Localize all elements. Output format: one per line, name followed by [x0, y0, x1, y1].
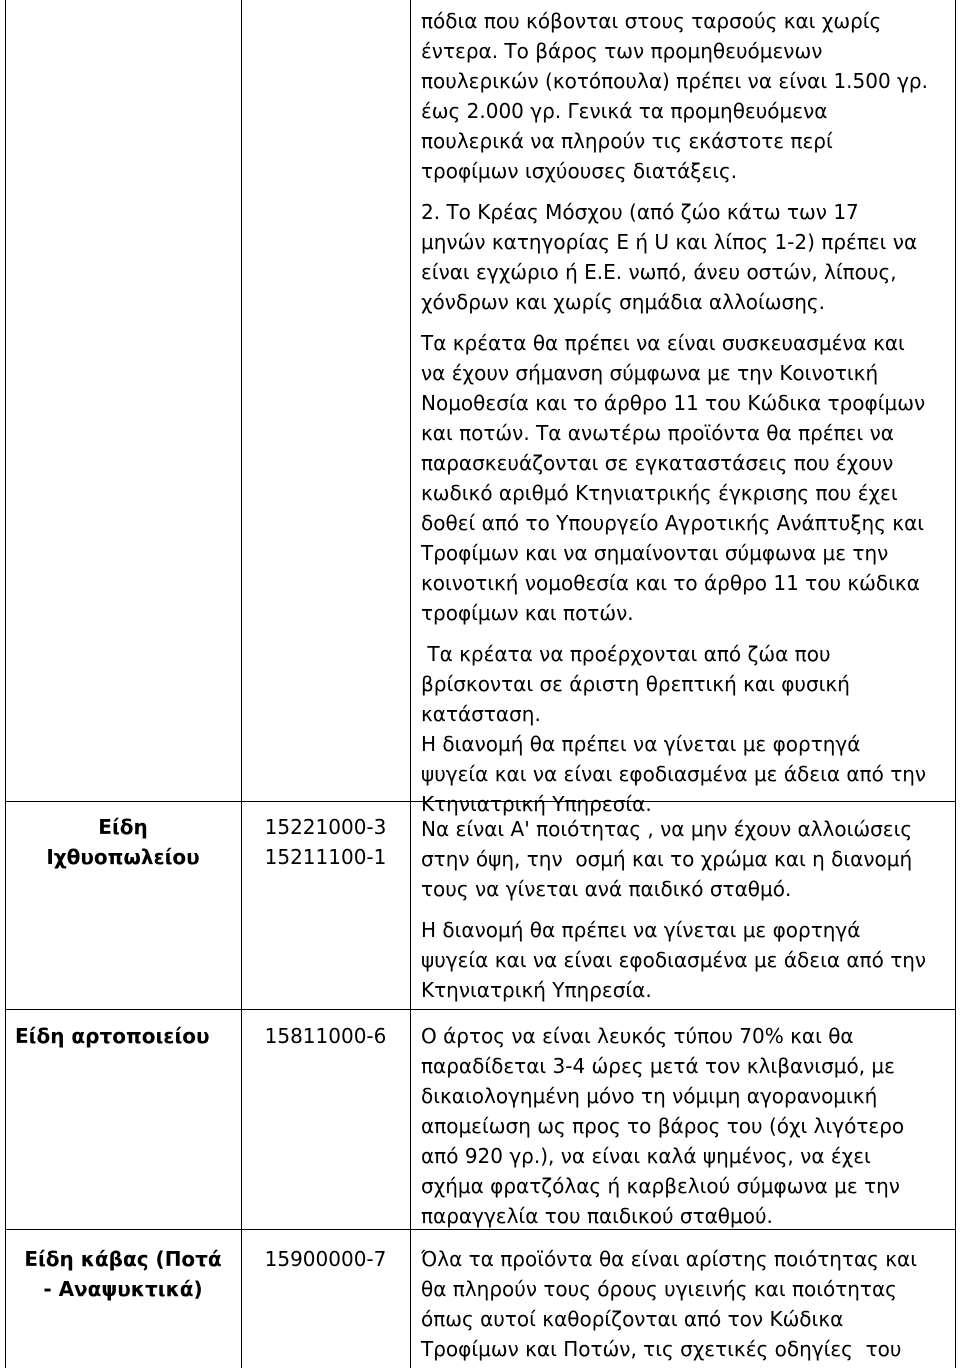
table-divider-name-code	[241, 0, 242, 1368]
text-line: τους να γίνεται ανά παιδικό σταθμό.	[421, 877, 792, 901]
text-line: στην όψη, την οσμή και το χρώμα και η διανομή	[421, 847, 913, 871]
text-line: να έχουν σήμανση σύμφωνα με την Κοινοτική	[421, 361, 879, 385]
paragraph-meat-labelling	[421, 328, 951, 628]
text-line: ψυγεία και να είναι εφοδιασμένα με άδεια από την	[421, 948, 927, 972]
text-line: από 920 γρ.), να είναι καλά ψημένος, να έχει	[421, 1144, 871, 1168]
cpv-code-fish	[241, 812, 410, 872]
text-line: παραγγελία του παιδικού σταθμού.	[421, 1204, 773, 1228]
paragraph-beverages	[421, 1244, 951, 1364]
row-poultry-meat	[421, 6, 951, 819]
table-border-left	[5, 0, 6, 1368]
text-line: Η διανομή θα πρέπει να γίνεται με φορτηγά	[421, 732, 861, 756]
cpv-code-bakery	[241, 1021, 410, 1051]
text-line: Νομοθεσία και το άρθρο 11 του Κώδικα τροφίμων	[421, 391, 926, 415]
text-line: μηνών κατηγορίας Ε ή U και λίπος 1-2) πρέπει να	[421, 230, 918, 254]
text-line: Η διανομή θα πρέπει να γίνεται με φορτηγά	[421, 918, 861, 942]
text-line: Τροφίμων και να σημαίνονται σύμφωνα με την	[421, 541, 889, 565]
text-line: Τροφίμων και Ποτών, τις σχετικές οδηγίες του	[421, 1337, 902, 1361]
text-line: Ιχθυοπωλείου	[46, 845, 200, 869]
text-line: πουλερικών (κοτόπουλα) πρέπει να είναι 1.500 γρ.	[421, 69, 928, 93]
text-line: δικαιολογημένη μόνο τη νόμιμη αγορανομική	[421, 1084, 878, 1108]
paragraph-meat-origin	[421, 639, 951, 819]
text-line: κοινοτική νομοθεσία και το άρθρο 11 του κώδικα	[421, 571, 920, 595]
text-line: χόνδρων και χωρίς σημάδια αλλοίωσης.	[421, 290, 825, 314]
text-line: 15211100-1	[264, 845, 387, 869]
text-line: κατάσταση.	[421, 702, 541, 726]
text-line: θα πληρούν τους όρους υγιεινής και ποιότητας	[421, 1277, 897, 1301]
description-beverages	[421, 1244, 951, 1364]
text-line: και ποτών. Τα ανωτέρω προϊόντα θα πρέπει να	[421, 421, 894, 445]
text-line: Όλα τα προϊόντα θα είναι αρίστης ποιότητας και	[421, 1247, 917, 1271]
description-fish	[421, 814, 951, 1005]
text-line: Είδη αρτοποιείου	[15, 1024, 210, 1048]
cpv-code-beverages	[241, 1244, 410, 1274]
text-line: βρίσκονται σε άριστη θρεπτική και φυσική	[421, 672, 850, 696]
text-line: όπως αυτοί καθορίζονται από τον Κώδικα	[421, 1307, 844, 1331]
text-line: Κτηνιατρική Υπηρεσία.	[421, 978, 652, 1002]
paragraph-fish-quality	[421, 814, 951, 904]
text-line: τροφίμων και ποτών.	[421, 601, 634, 625]
table-divider-code-text	[410, 0, 411, 1368]
text-line: ψυγεία και να είναι εφοδιασμένα με άδεια από την	[421, 762, 927, 786]
text-line: είναι εγχώριο ή Ε.Ε. νωπό, άνευ οστών, λίπους,	[421, 260, 897, 284]
paragraph-poultry-weight	[421, 6, 951, 186]
text-line: έως 2.000 γρ. Γενικά τα προμηθευόμενα	[421, 99, 828, 123]
text-line: σχήμα φρατζόλας ή καρβελιού σύμφωνα με την	[421, 1174, 900, 1198]
text-line: Είδη κάβας (Ποτά	[24, 1247, 222, 1271]
text-line: παραδίδεται 3-4 ώρες μετά τον κλιβανισμό, με	[421, 1054, 895, 1078]
text-line: τροφίμων ισχύουσες διατάξεις.	[421, 159, 738, 183]
text-line: Τα κρέατα θα πρέπει να είναι συσκευασμένα και	[421, 331, 905, 355]
paragraph-bread	[421, 1021, 951, 1231]
text-line: Είδη	[98, 815, 148, 839]
paragraph-veal	[421, 197, 951, 317]
row-divider-2	[5, 1009, 956, 1010]
paragraph-fish-distribution	[421, 915, 951, 1005]
product-name-bakery	[5, 1021, 251, 1051]
text-line: Ο άρτος να είναι λευκός τύπου 70% και θα	[421, 1024, 854, 1048]
text-line: παρασκευάζονται σε εγκαταστάσεις που έχουν	[421, 451, 894, 475]
text-line: κωδικό αριθμό Κτηνιατρικής έγκρισης που έχει	[421, 481, 898, 505]
text-line: 15811000-6	[264, 1024, 387, 1048]
text-line: πόδια που κόβονται στους ταρσούς και χωρίς	[421, 9, 882, 33]
text-line: 15900000-7	[264, 1247, 387, 1271]
description-bakery	[421, 1021, 951, 1231]
text-line: απομείωση ως προς το βάρος του (όχι λιγότερο	[421, 1114, 905, 1138]
text-line: Κτηνιατρική Υπηρεσία.	[421, 792, 652, 816]
text-line: πουλερικά να πληρούν τις εκάστοτε περί	[421, 129, 833, 153]
product-name-fish	[5, 812, 241, 872]
text-line: έντερα. Το βάρος των προμηθευόμενων	[421, 39, 823, 63]
text-line: Να είναι Α' ποιότητας , να μην έχουν αλλοιώσεις	[421, 817, 913, 841]
text-line: 15221000-3	[264, 815, 387, 839]
table-border-right	[955, 0, 956, 1368]
text-line: 2. Το Κρέας Μόσχου (από ζώο κάτω των 17	[421, 200, 859, 224]
text-line: Τα κρέατα να προέρχονται από ζώα που	[421, 642, 831, 666]
product-name-beverages	[5, 1244, 241, 1304]
text-line: δοθεί από το Υπουργείο Αγροτικής Ανάπτυξης και	[421, 511, 925, 535]
text-line: - Αναψυκτικά)	[43, 1277, 203, 1301]
